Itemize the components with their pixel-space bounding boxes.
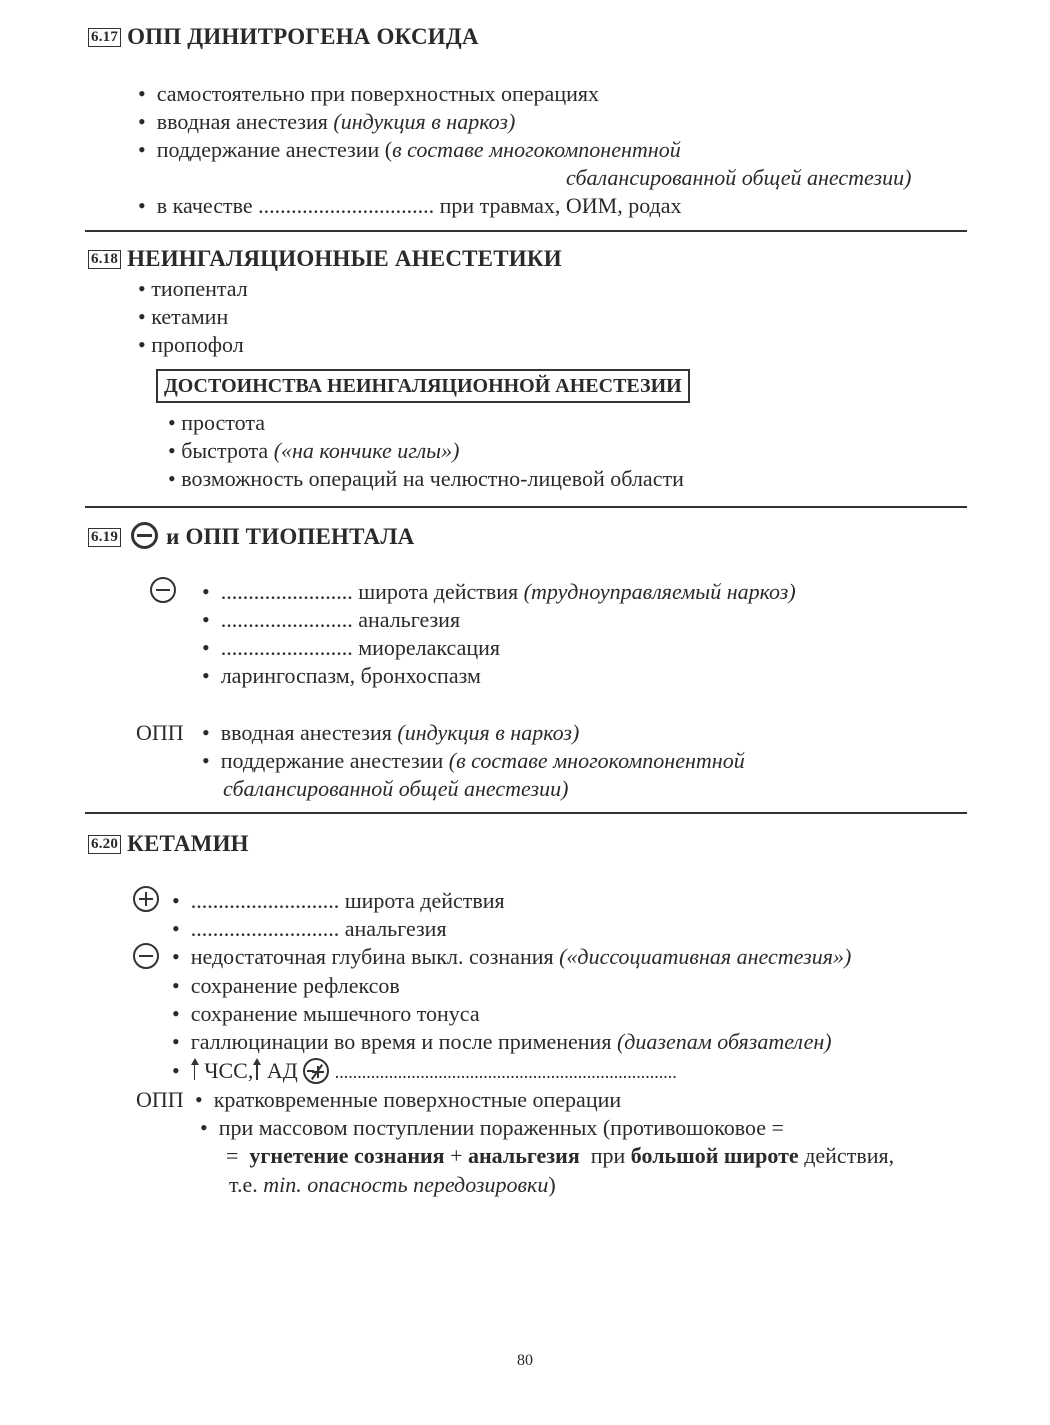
minus-plus-circle-icon [303, 1058, 329, 1084]
section-title: КЕТАМИН [127, 831, 249, 856]
list-item: • ........................... анальгезия [172, 916, 447, 941]
section-number: 6.18 [88, 250, 121, 269]
divider [85, 230, 967, 232]
list-item-continuation: сбалансированной общей анестезии) [223, 776, 569, 801]
list-item: • самостоятельно при поверхностных операциях [138, 81, 599, 106]
section-6-18-heading [88, 246, 562, 272]
list-item: • простота [168, 410, 265, 435]
section-title: НЕИНГАЛЯЦИОННЫЕ АНЕСТЕТИКИ [127, 246, 562, 271]
section-title: и ОПП ТИОПЕНТАЛА [166, 524, 415, 549]
list-item: • ........................... широта действия [172, 888, 505, 913]
section-6-20-heading [88, 831, 249, 857]
list-item-continuation: сбалансированной общей анестезии) [566, 165, 912, 190]
opp-label: ОПП [136, 1087, 184, 1112]
section-6-19-heading [88, 522, 414, 550]
plus-circle-icon [133, 886, 159, 912]
list-item: • ларингоспазм, бронхоспазм [202, 663, 481, 688]
list-item: • кетамин [138, 304, 229, 329]
list-item: • ........................ широта действия (трудноуправляемый наркоз) [202, 579, 796, 604]
arrow-up-icon [191, 1058, 199, 1080]
section-number: 6.17 [88, 28, 121, 47]
list-item: • тиопентал [138, 276, 248, 301]
minus-circle-icon [131, 522, 158, 549]
minus-circle-icon [150, 577, 176, 603]
list-item: • кратковременные поверхностные операции [195, 1087, 622, 1112]
list-item: • в качестве ................................ при травмах, ОИМ, родах [138, 193, 682, 218]
list-item: • при массовом поступлении пораженных (противошоковое = [200, 1115, 784, 1140]
list-item: • возможность операций на челюстно-лицевой области [168, 466, 684, 491]
section-title: ОПП ДИНИТРОГЕНА ОКСИДА [127, 24, 479, 49]
arrow-up-icon [253, 1058, 261, 1080]
list-item: • недостаточная глубина выкл. сознания («диссоциативная анестезия») [172, 944, 852, 969]
divider [85, 506, 967, 508]
list-item-continuation: = угнетение сознания + анальгезия при большой широте действия, [226, 1143, 895, 1168]
divider [85, 812, 967, 814]
list-item: • вводная анестезия (индукция в наркоз) [202, 720, 580, 745]
list-item-continuation: т.е. min. опасность передозировки) [229, 1172, 556, 1197]
opp-label: ОПП [136, 720, 184, 745]
list-item: • галлюцинации во время и после применения (диазепам обязателен) [172, 1029, 832, 1054]
section-number: 6.19 [88, 528, 121, 547]
list-item: • пропофол [138, 332, 244, 357]
page-number: 80 [517, 1352, 533, 1369]
list-item: • сохранение рефлексов [172, 973, 400, 998]
list-item: • ........................ миорелаксация [202, 635, 501, 660]
section-number: 6.20 [88, 835, 121, 854]
list-item: • ........................ анальгезия [202, 607, 461, 632]
list-item: • поддержание анестезии (в составе многокомпонентной [202, 748, 745, 773]
list-item: • ЧСС, АД ............................................................................ [172, 1058, 677, 1083]
section-6-17-heading [88, 24, 479, 50]
list-item: • поддержание анестезии (в составе многокомпонентной [138, 137, 681, 162]
advantages-box-title: ДОСТОИНСТВА НЕИНГАЛЯЦИОННОЙ АНЕСТЕЗИИ [156, 369, 690, 403]
list-item: • сохранение мышечного тонуса [172, 1001, 480, 1026]
minus-circle-icon [133, 943, 159, 969]
list-item: • быстрота («на кончике иглы») [168, 438, 460, 463]
list-item: • вводная анестезия (индукция в наркоз) [138, 109, 516, 134]
